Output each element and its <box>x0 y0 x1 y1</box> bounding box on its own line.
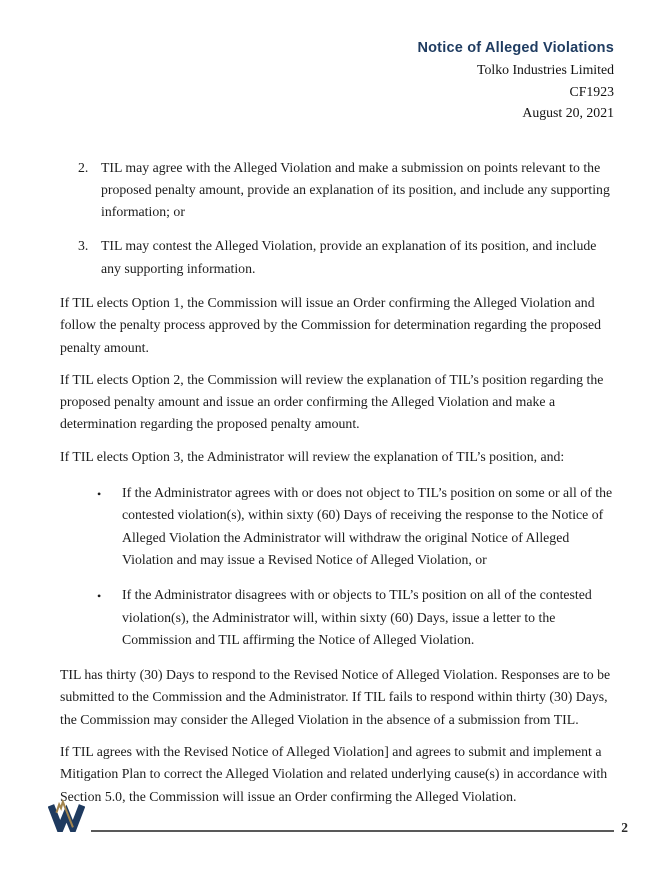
page-title: Notice of Alleged Violations <box>417 40 614 56</box>
bullet-item-text: If the Administrator disagrees with or objects to TIL’s position on all of the contested violation(s), the Administrator will, within sixty (60) Days, issue a letter to the Commission and TIL affirming the Notice of Alleged Violation. <box>122 587 592 647</box>
paragraph-option3-intro: If TIL elects Option 3, the Administrator will review the explanation of TIL’s position, and: <box>60 448 565 464</box>
paragraph-option1: If TIL elects Option 1, the Commission will issue an Order confirming the Alleged Violation and follow the penalty process approved by the Commission for determination regarding the proposed penalty amount. <box>60 294 602 355</box>
company-name: Tolko Industries Limited <box>477 62 614 77</box>
document-header <box>60 38 614 124</box>
bullet-item <box>97 482 614 571</box>
bullet-item-text: If the Administrator agrees with or does not object to TIL’s position on some or all of the contested violation(s), within sixty (60) Days of receiving the response to the Notice of Alleged Violation the Administrator will withdraw the original Notice of Alleged Violation and may issue a Revised Notice of Alleged Violation, or <box>122 485 613 567</box>
paragraph-mitigation: If TIL agrees with the Revised Notice of Alleged Violation] and agrees to submit and implement a Mitigation Plan to correct the Alleged Violation and related underlying cause(s) in accordance with Section 5.0, the Commission will issue an Order confirming the Alleged Violation. <box>60 744 608 804</box>
paragraph-option2: If TIL elects Option 2, the Commission will review the explanation of TIL’s position regarding the proposed penalty amount and issue an order confirming the Alleged Violation and make a determination regarding the proposed penalty amount. <box>60 371 604 432</box>
list-item-text: TIL may agree with the Alleged Violation and make a submission on points relevant to the proposed penalty amount, provide an explanation of its position, and include any supporting information; or <box>101 159 610 220</box>
numbered-list <box>60 157 614 280</box>
footer-rule <box>91 830 614 832</box>
document-content <box>60 38 614 818</box>
list-item-number: 3. <box>78 238 89 254</box>
page-number: 2 <box>621 820 628 835</box>
reference-number: CF1923 <box>569 83 614 99</box>
bullet-icon: • <box>97 589 102 604</box>
document-date: August 20, 2021 <box>522 105 614 120</box>
bullet-item <box>97 584 614 651</box>
list-item <box>78 157 614 224</box>
bullet-icon: • <box>97 487 102 502</box>
bullet-list <box>60 482 614 651</box>
w-mountain-logo-icon <box>48 799 85 837</box>
paragraph-response-time: TIL has thirty (30) Days to respond to the Revised Notice of Alleged Violation. Responses are to be submitted to the Commission and the Administrator. If TIL fails to respond within thirty (30) Days, the Commission may consider the Alleged Violation in the absence of a submission from TIL. <box>60 667 611 727</box>
list-item <box>78 235 614 280</box>
list-item-number: 2. <box>78 159 89 175</box>
list-item-text: TIL may contest the Alleged Violation, provide an explanation of its position, and include any supporting information. <box>101 238 597 276</box>
page-footer <box>48 799 628 837</box>
